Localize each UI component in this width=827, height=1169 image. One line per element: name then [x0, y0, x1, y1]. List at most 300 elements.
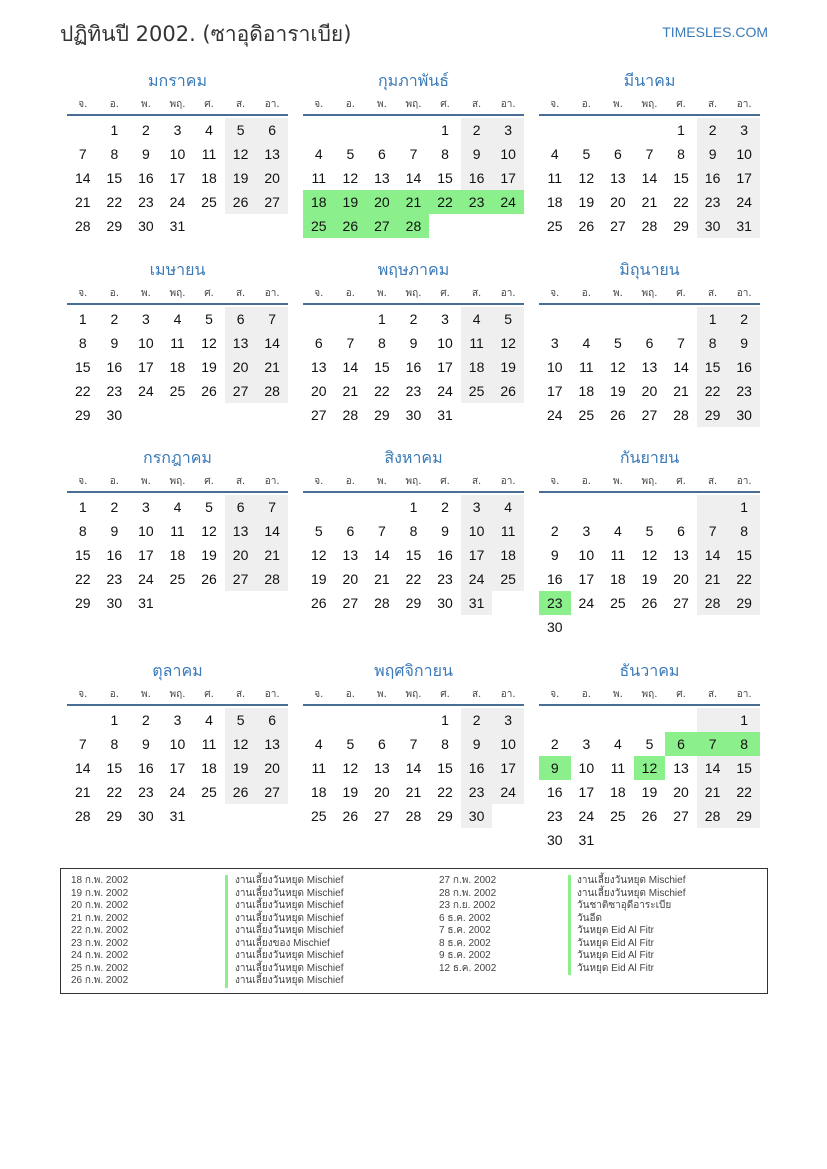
day-cell[interactable]: 7 [256, 495, 288, 519]
day-cell[interactable]: 18 [201, 170, 217, 186]
day-cell[interactable]: 22 [429, 190, 461, 214]
day-cell[interactable]: 31 [138, 595, 154, 611]
day-cell[interactable]: 12 [201, 523, 217, 539]
day-cell[interactable]: 4 [614, 736, 622, 752]
day-cell[interactable]: 30 [546, 619, 563, 635]
day-cell[interactable]: 10 [578, 547, 595, 563]
day-cell[interactable]: 29 [728, 804, 760, 828]
day-cell[interactable]: 5 [346, 146, 355, 162]
day-cell[interactable]: 23 [546, 808, 563, 824]
day-cell[interactable]: 18 [303, 190, 335, 214]
day-cell[interactable]: 28 [256, 379, 288, 403]
day-cell[interactable]: 7 [378, 523, 386, 539]
day-cell[interactable]: 28 [673, 407, 689, 423]
day-cell[interactable]: 28 [398, 214, 430, 238]
day-cell[interactable]: 17 [578, 571, 595, 587]
day-cell[interactable]: 18 [169, 359, 186, 375]
day-cell[interactable]: 9 [142, 736, 150, 752]
day-cell[interactable]: 10 [169, 736, 186, 752]
day-cell[interactable]: 2 [142, 122, 150, 138]
day-cell[interactable]: 27 [342, 595, 359, 611]
day-cell[interactable]: 20 [342, 571, 359, 587]
day-cell[interactable]: 30 [461, 804, 493, 828]
day-cell[interactable]: 28 [697, 804, 729, 828]
day-cell[interactable]: 20 [256, 166, 288, 190]
day-cell[interactable]: 15 [673, 170, 689, 186]
day-cell[interactable]: 16 [437, 547, 453, 563]
day-cell[interactable]: 26 [342, 808, 359, 824]
day-cell[interactable]: 16 [728, 355, 760, 379]
day-cell[interactable]: 3 [173, 122, 182, 138]
day-cell[interactable]: 17 [492, 166, 524, 190]
day-cell[interactable]: 13 [225, 331, 257, 355]
day-cell[interactable]: 4 [461, 307, 493, 331]
day-cell[interactable]: 22 [374, 383, 390, 399]
day-cell[interactable]: 28 [342, 407, 359, 423]
day-cell[interactable]: 15 [74, 359, 91, 375]
day-cell[interactable]: 14 [374, 547, 390, 563]
day-cell[interactable]: 31 [437, 407, 453, 423]
day-cell[interactable]: 24 [728, 190, 760, 214]
day-cell[interactable]: 8 [728, 519, 760, 543]
day-cell[interactable]: 25 [169, 383, 186, 399]
day-cell[interactable]: 10 [138, 523, 154, 539]
day-cell[interactable]: 13 [374, 170, 390, 186]
day-cell[interactable]: 24 [138, 383, 154, 399]
day-cell[interactable]: 24 [578, 595, 595, 611]
day-cell[interactable]: 21 [405, 784, 422, 800]
day-cell[interactable]: 1 [728, 495, 760, 519]
day-cell[interactable]: 2 [461, 118, 493, 142]
day-cell[interactable]: 6 [256, 118, 288, 142]
day-cell[interactable]: 26 [578, 218, 595, 234]
day-cell[interactable]: 24 [169, 194, 186, 210]
day-cell[interactable]: 2 [110, 311, 119, 327]
day-cell[interactable]: 31 [728, 214, 760, 238]
day-cell[interactable]: 8 [110, 736, 119, 752]
day-cell[interactable]: 11 [492, 519, 524, 543]
day-cell[interactable]: 9 [110, 523, 119, 539]
day-cell[interactable]: 20 [673, 571, 689, 587]
day-cell[interactable]: 12 [641, 547, 658, 563]
day-cell[interactable]: 8 [78, 335, 87, 351]
day-cell[interactable]: 2 [142, 712, 150, 728]
day-cell[interactable]: 31 [169, 218, 186, 234]
day-cell[interactable]: 19 [641, 571, 658, 587]
day-cell[interactable]: 1 [378, 311, 386, 327]
day-cell[interactable]: 9 [539, 756, 571, 780]
day-cell[interactable]: 30 [697, 214, 729, 238]
day-cell[interactable]: 2 [409, 311, 418, 327]
day-cell[interactable]: 19 [201, 359, 217, 375]
day-cell[interactable]: 17 [169, 760, 186, 776]
day-cell[interactable]: 21 [398, 190, 430, 214]
day-cell[interactable]: 22 [437, 784, 453, 800]
day-cell[interactable]: 30 [405, 407, 422, 423]
day-cell[interactable]: 25 [169, 571, 186, 587]
day-cell[interactable]: 17 [578, 784, 595, 800]
day-cell[interactable]: 4 [314, 146, 323, 162]
day-cell[interactable]: 1 [677, 122, 685, 138]
day-cell[interactable]: 21 [374, 571, 390, 587]
day-cell[interactable]: 3 [582, 523, 591, 539]
day-cell[interactable]: 3 [492, 118, 524, 142]
day-cell[interactable]: 7 [409, 146, 418, 162]
day-cell[interactable]: 9 [728, 331, 760, 355]
day-cell[interactable]: 15 [437, 170, 453, 186]
day-cell[interactable]: 28 [256, 567, 288, 591]
day-cell[interactable]: 23 [405, 383, 422, 399]
day-cell[interactable]: 25 [461, 379, 493, 403]
day-cell[interactable]: 28 [641, 218, 658, 234]
day-cell[interactable]: 24 [138, 571, 154, 587]
day-cell[interactable]: 23 [728, 379, 760, 403]
day-cell[interactable]: 21 [74, 194, 91, 210]
day-cell[interactable]: 1 [728, 708, 760, 732]
day-cell[interactable]: 7 [697, 519, 729, 543]
day-cell[interactable]: 25 [201, 784, 217, 800]
day-cell[interactable]: 2 [550, 736, 559, 752]
day-cell[interactable]: 21 [697, 780, 729, 804]
day-cell[interactable]: 14 [342, 359, 359, 375]
day-cell[interactable]: 17 [546, 383, 563, 399]
day-cell[interactable]: 15 [374, 359, 390, 375]
day-cell[interactable]: 1 [409, 499, 418, 515]
day-cell[interactable]: 26 [201, 571, 217, 587]
day-cell[interactable]: 21 [256, 355, 288, 379]
day-cell[interactable]: 21 [74, 784, 91, 800]
day-cell[interactable]: 7 [346, 335, 355, 351]
day-cell[interactable]: 25 [610, 595, 626, 611]
day-cell[interactable]: 23 [539, 591, 571, 615]
day-cell[interactable]: 15 [437, 760, 453, 776]
day-cell[interactable]: 28 [74, 808, 91, 824]
day-cell[interactable]: 11 [547, 170, 563, 186]
day-cell[interactable]: 6 [256, 708, 288, 732]
day-cell[interactable]: 24 [578, 808, 595, 824]
day-cell[interactable]: 20 [610, 194, 626, 210]
day-cell[interactable]: 11 [170, 523, 185, 539]
day-cell[interactable]: 9 [110, 335, 119, 351]
day-cell[interactable]: 6 [614, 146, 622, 162]
day-cell[interactable]: 21 [673, 383, 689, 399]
day-cell[interactable]: 7 [697, 732, 729, 756]
day-cell[interactable]: 20 [225, 355, 257, 379]
day-cell[interactable]: 18 [201, 760, 217, 776]
day-cell[interactable]: 19 [492, 355, 524, 379]
day-cell[interactable]: 5 [225, 708, 257, 732]
day-cell[interactable]: 29 [673, 218, 689, 234]
day-cell[interactable]: 14 [673, 359, 689, 375]
day-cell[interactable]: 23 [138, 194, 154, 210]
day-cell[interactable]: 27 [673, 595, 689, 611]
day-cell[interactable]: 13 [342, 547, 359, 563]
day-cell[interactable]: 30 [437, 595, 453, 611]
day-cell[interactable]: 14 [697, 543, 729, 567]
day-cell[interactable]: 22 [405, 571, 422, 587]
day-cell[interactable]: 25 [310, 808, 327, 824]
day-cell[interactable]: 17 [138, 547, 154, 563]
day-cell[interactable]: 22 [697, 379, 729, 403]
day-cell[interactable]: 20 [374, 784, 390, 800]
day-cell[interactable]: 15 [405, 547, 422, 563]
day-cell[interactable]: 13 [610, 170, 626, 186]
day-cell[interactable]: 3 [461, 495, 493, 519]
day-cell[interactable]: 23 [138, 784, 154, 800]
day-cell[interactable]: 8 [409, 523, 418, 539]
day-cell[interactable]: 14 [74, 760, 91, 776]
day-cell[interactable]: 11 [201, 736, 217, 752]
day-cell[interactable]: 14 [405, 170, 422, 186]
day-cell[interactable]: 10 [492, 142, 524, 166]
day-cell[interactable]: 8 [441, 736, 449, 752]
day-cell[interactable]: 9 [461, 142, 493, 166]
day-cell[interactable]: 26 [335, 214, 367, 238]
day-cell[interactable]: 13 [310, 359, 327, 375]
day-cell[interactable]: 11 [579, 359, 594, 375]
day-cell[interactable]: 3 [728, 118, 760, 142]
day-cell[interactable]: 4 [492, 495, 524, 519]
day-cell[interactable]: 12 [225, 732, 257, 756]
day-cell[interactable]: 21 [641, 194, 658, 210]
day-cell[interactable]: 17 [728, 166, 760, 190]
day-cell[interactable]: 19 [342, 784, 359, 800]
day-cell[interactable]: 10 [546, 359, 563, 375]
day-cell[interactable]: 17 [492, 756, 524, 780]
day-cell[interactable]: 2 [550, 523, 559, 539]
day-cell[interactable]: 19 [578, 194, 595, 210]
day-cell[interactable]: 1 [78, 499, 87, 515]
day-cell[interactable]: 24 [492, 780, 524, 804]
day-cell[interactable]: 18 [546, 194, 563, 210]
day-cell[interactable]: 20 [673, 784, 689, 800]
day-cell[interactable]: 18 [461, 355, 493, 379]
day-cell[interactable]: 28 [405, 808, 422, 824]
day-cell[interactable]: 9 [550, 547, 559, 563]
day-cell[interactable]: 2 [441, 499, 449, 515]
day-cell[interactable]: 30 [546, 832, 563, 848]
day-cell[interactable]: 22 [74, 571, 91, 587]
day-cell[interactable]: 29 [405, 595, 422, 611]
day-cell[interactable]: 19 [335, 190, 367, 214]
day-cell[interactable]: 7 [256, 307, 288, 331]
day-cell[interactable]: 13 [256, 732, 288, 756]
day-cell[interactable]: 8 [78, 523, 87, 539]
day-cell[interactable]: 19 [641, 784, 658, 800]
day-cell[interactable]: 7 [409, 736, 418, 752]
day-cell[interactable]: 15 [106, 760, 123, 776]
day-cell[interactable]: 29 [697, 403, 729, 427]
day-cell[interactable]: 12 [610, 359, 626, 375]
day-cell[interactable]: 7 [677, 335, 685, 351]
day-cell[interactable]: 27 [256, 780, 288, 804]
day-cell[interactable]: 6 [677, 523, 685, 539]
day-cell[interactable]: 16 [546, 571, 563, 587]
day-cell[interactable]: 10 [578, 760, 595, 776]
day-cell[interactable]: 22 [673, 194, 689, 210]
day-cell[interactable]: 26 [641, 808, 658, 824]
day-cell[interactable]: 24 [169, 784, 186, 800]
day-cell[interactable]: 17 [138, 359, 154, 375]
day-cell[interactable]: 20 [256, 756, 288, 780]
day-cell[interactable]: 15 [74, 547, 91, 563]
day-cell[interactable]: 16 [461, 166, 493, 190]
day-cell[interactable]: 14 [74, 170, 91, 186]
day-cell[interactable]: 1 [441, 122, 449, 138]
day-cell[interactable]: 3 [550, 335, 559, 351]
day-cell[interactable]: 14 [405, 760, 422, 776]
day-cell[interactable]: 27 [641, 407, 658, 423]
day-cell[interactable]: 27 [610, 218, 626, 234]
day-cell[interactable]: 19 [310, 571, 327, 587]
day-cell[interactable]: 20 [366, 190, 398, 214]
day-cell[interactable]: 8 [697, 331, 729, 355]
day-cell[interactable]: 6 [225, 495, 257, 519]
day-cell[interactable]: 4 [173, 311, 182, 327]
day-cell[interactable]: 21 [697, 567, 729, 591]
day-cell[interactable]: 4 [314, 736, 323, 752]
day-cell[interactable]: 31 [169, 808, 186, 824]
day-cell[interactable]: 12 [201, 335, 217, 351]
day-cell[interactable]: 11 [610, 760, 626, 776]
day-cell[interactable]: 21 [256, 543, 288, 567]
day-cell[interactable]: 18 [310, 784, 327, 800]
day-cell[interactable]: 25 [610, 808, 626, 824]
day-cell[interactable]: 11 [610, 547, 626, 563]
day-cell[interactable]: 10 [169, 146, 186, 162]
day-cell[interactable]: 12 [634, 756, 666, 780]
day-cell[interactable]: 29 [374, 407, 390, 423]
day-cell[interactable]: 13 [256, 142, 288, 166]
day-cell[interactable]: 16 [697, 166, 729, 190]
day-cell[interactable]: 29 [106, 808, 123, 824]
day-cell[interactable]: 3 [492, 708, 524, 732]
day-cell[interactable]: 29 [74, 407, 91, 423]
day-cell[interactable]: 6 [225, 307, 257, 331]
day-cell[interactable]: 1 [110, 122, 119, 138]
day-cell[interactable]: 4 [550, 146, 559, 162]
day-cell[interactable]: 5 [645, 736, 654, 752]
day-cell[interactable]: 27 [673, 808, 689, 824]
day-cell[interactable]: 19 [610, 383, 626, 399]
day-cell[interactable]: 1 [78, 311, 87, 327]
day-cell[interactable]: 5 [614, 335, 622, 351]
day-cell[interactable]: 16 [106, 547, 123, 563]
day-cell[interactable]: 5 [645, 523, 654, 539]
day-cell[interactable]: 27 [256, 190, 288, 214]
day-cell[interactable]: 31 [461, 591, 493, 615]
day-cell[interactable]: 14 [256, 331, 288, 355]
day-cell[interactable]: 26 [492, 379, 524, 403]
day-cell[interactable]: 24 [546, 407, 563, 423]
day-cell[interactable]: 31 [578, 832, 595, 848]
day-cell[interactable]: 4 [582, 335, 591, 351]
day-cell[interactable]: 18 [610, 784, 626, 800]
day-cell[interactable]: 29 [437, 808, 453, 824]
day-cell[interactable]: 11 [311, 760, 327, 776]
day-cell[interactable]: 25 [492, 567, 524, 591]
day-cell[interactable]: 30 [106, 407, 123, 423]
day-cell[interactable]: 9 [142, 146, 150, 162]
day-cell[interactable]: 27 [374, 808, 390, 824]
day-cell[interactable]: 24 [461, 567, 493, 591]
day-cell[interactable]: 5 [205, 311, 213, 327]
day-cell[interactable]: 22 [728, 567, 760, 591]
day-cell[interactable]: 5 [346, 736, 355, 752]
day-cell[interactable]: 13 [374, 760, 390, 776]
day-cell[interactable]: 22 [74, 383, 91, 399]
day-cell[interactable]: 6 [314, 335, 323, 351]
day-cell[interactable]: 1 [441, 712, 449, 728]
day-cell[interactable]: 15 [728, 543, 760, 567]
day-cell[interactable]: 5 [492, 307, 524, 331]
day-cell[interactable]: 18 [610, 571, 626, 587]
day-cell[interactable]: 16 [546, 784, 563, 800]
day-cell[interactable]: 2 [461, 708, 493, 732]
day-cell[interactable]: 6 [665, 732, 697, 756]
day-cell[interactable]: 13 [673, 760, 689, 776]
day-cell[interactable]: 2 [728, 307, 760, 331]
day-cell[interactable]: 3 [441, 311, 449, 327]
day-cell[interactable]: 5 [225, 118, 257, 142]
day-cell[interactable]: 23 [437, 571, 453, 587]
day-cell[interactable]: 26 [225, 190, 257, 214]
day-cell[interactable]: 4 [614, 523, 622, 539]
day-cell[interactable]: 19 [201, 547, 217, 563]
day-cell[interactable]: 23 [106, 383, 123, 399]
day-cell[interactable]: 24 [437, 383, 453, 399]
day-cell[interactable]: 26 [201, 383, 217, 399]
day-cell[interactable]: 24 [492, 190, 524, 214]
day-cell[interactable]: 16 [461, 756, 493, 780]
day-cell[interactable]: 6 [378, 736, 386, 752]
day-cell[interactable]: 5 [314, 523, 323, 539]
day-cell[interactable]: 25 [546, 218, 563, 234]
day-cell[interactable]: 15 [697, 355, 729, 379]
day-cell[interactable]: 6 [346, 523, 355, 539]
day-cell[interactable]: 8 [378, 335, 386, 351]
day-cell[interactable]: 18 [492, 543, 524, 567]
day-cell[interactable]: 6 [378, 146, 386, 162]
day-cell[interactable]: 3 [582, 736, 591, 752]
day-cell[interactable]: 7 [645, 146, 654, 162]
day-cell[interactable]: 27 [225, 567, 257, 591]
day-cell[interactable]: 25 [578, 407, 595, 423]
day-cell[interactable]: 30 [138, 218, 154, 234]
day-cell[interactable]: 17 [169, 170, 186, 186]
day-cell[interactable]: 30 [106, 595, 123, 611]
day-cell[interactable]: 10 [461, 519, 493, 543]
day-cell[interactable]: 11 [170, 335, 185, 351]
day-cell[interactable]: 27 [225, 379, 257, 403]
day-cell[interactable]: 10 [728, 142, 760, 166]
day-cell[interactable]: 19 [225, 166, 257, 190]
day-cell[interactable]: 2 [110, 499, 119, 515]
day-cell[interactable]: 23 [697, 190, 729, 214]
day-cell[interactable]: 14 [697, 756, 729, 780]
day-cell[interactable]: 19 [225, 756, 257, 780]
day-cell[interactable]: 9 [441, 523, 449, 539]
day-cell[interactable]: 26 [310, 595, 327, 611]
day-cell[interactable]: 9 [697, 142, 729, 166]
day-cell[interactable]: 13 [641, 359, 658, 375]
day-cell[interactable]: 13 [673, 547, 689, 563]
day-cell[interactable]: 27 [366, 214, 398, 238]
day-cell[interactable]: 5 [582, 146, 591, 162]
day-cell[interactable]: 29 [74, 595, 91, 611]
day-cell[interactable]: 1 [110, 712, 119, 728]
day-cell[interactable]: 28 [74, 218, 91, 234]
